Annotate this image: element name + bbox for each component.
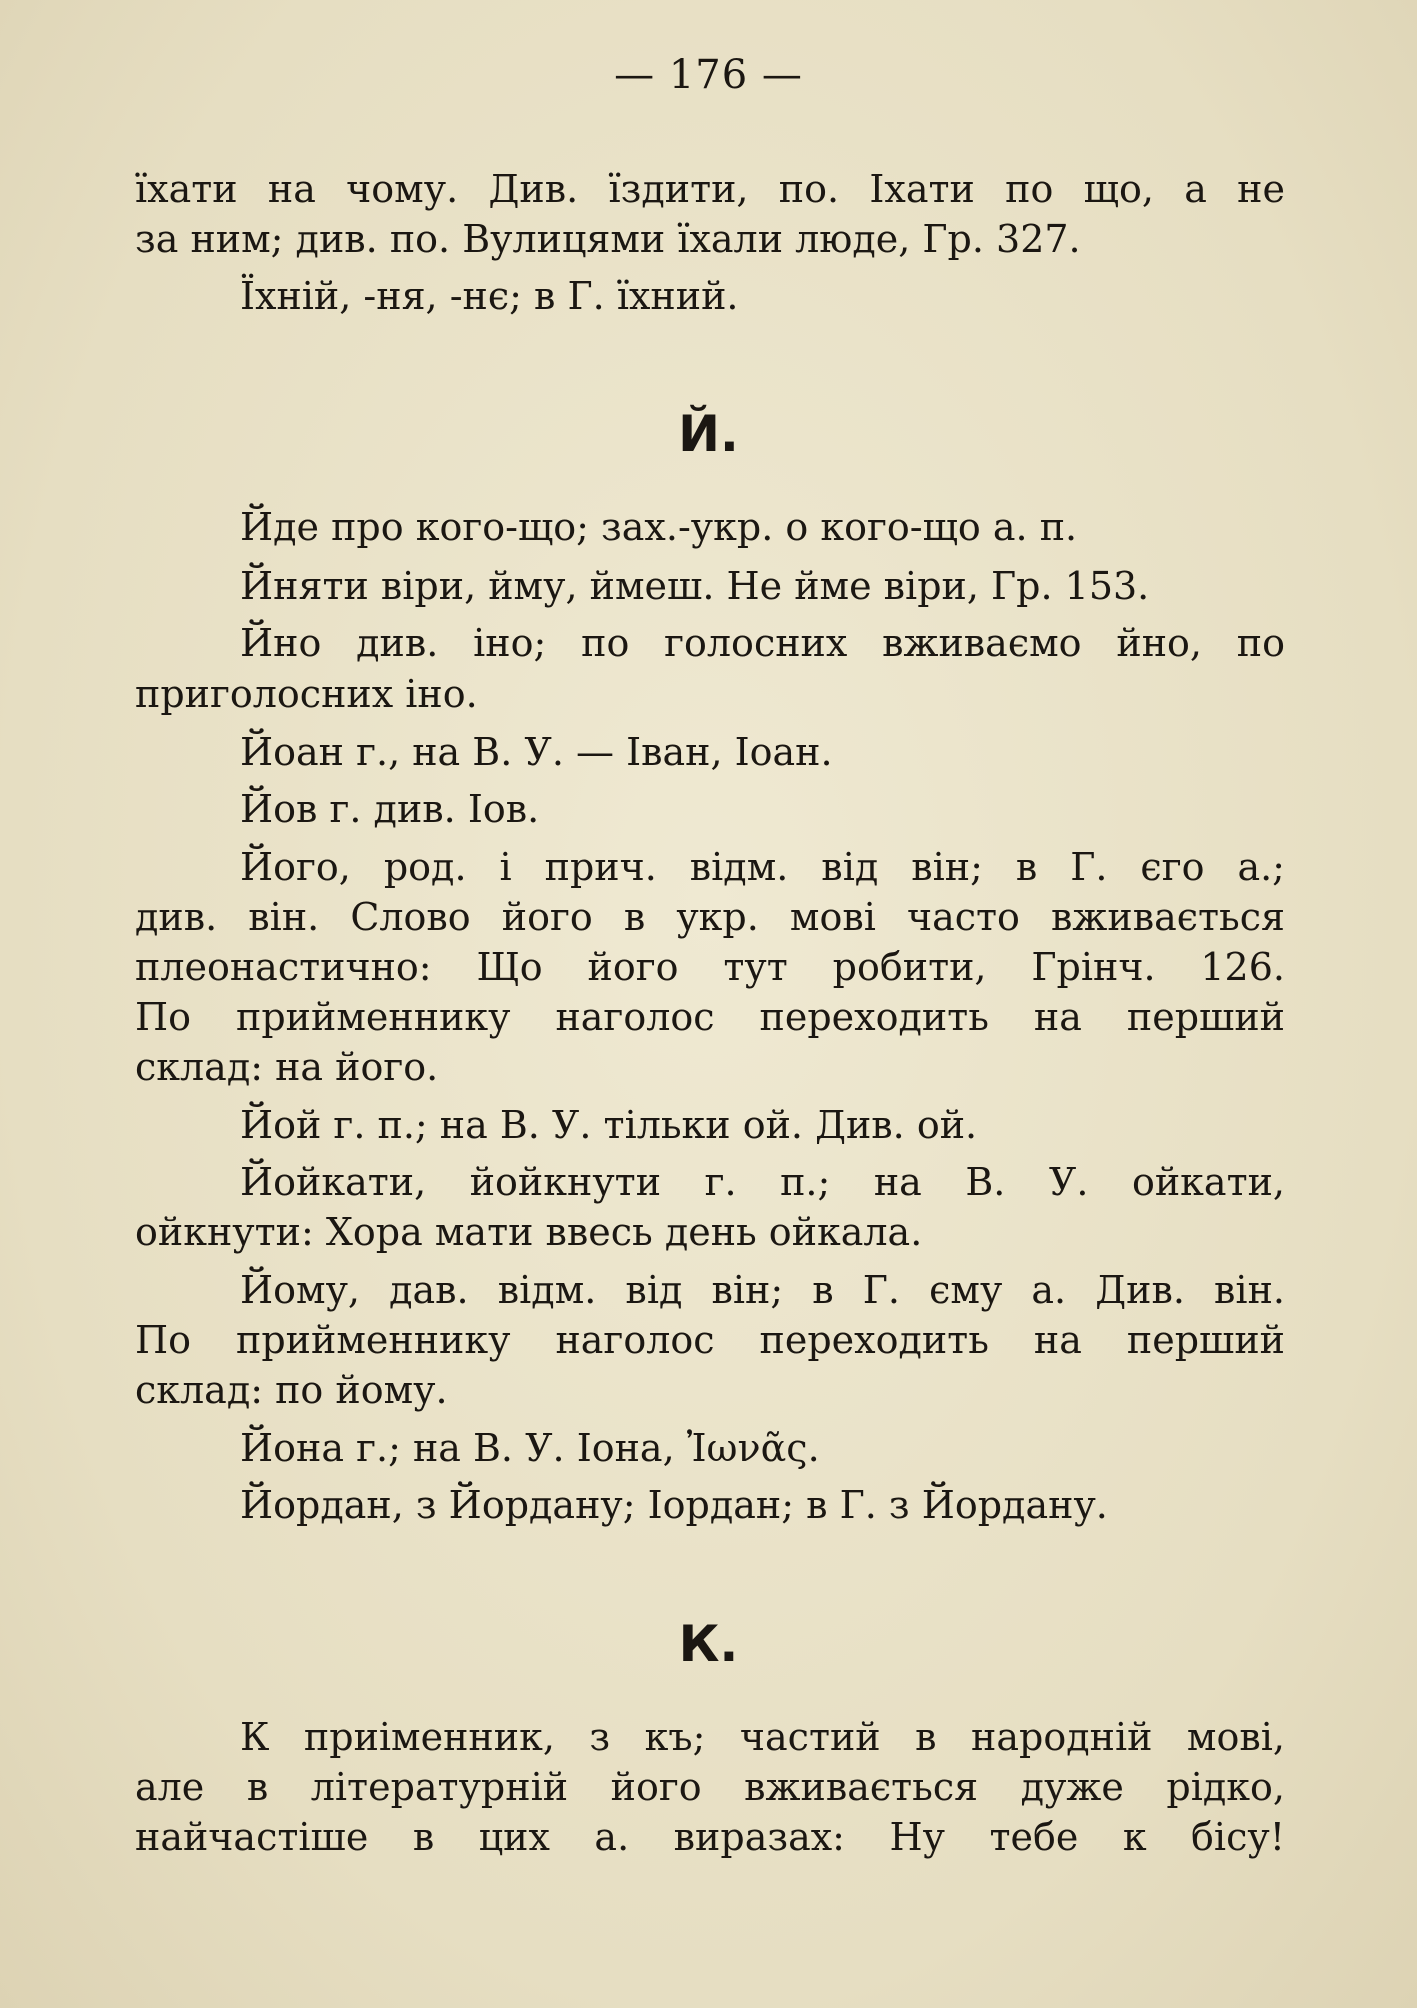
page-number: — 176 — bbox=[614, 52, 803, 98]
entry-line: Йно див. іно; по голосних вживаємо йно, по bbox=[240, 621, 1285, 665]
entry-line: Їхній, -ня, -нє; в Г. їхний. bbox=[240, 274, 739, 318]
entry-line: К приіменник, з къ; частий в народній мові, bbox=[240, 1715, 1285, 1759]
entry-line: Йде про кого-що; зах.-укр. о кого-що а. п. bbox=[240, 505, 1078, 549]
entry-line: Йордан, з Йордану; Іордан; в Г. з Йордану. bbox=[240, 1483, 1108, 1527]
entry-line: за ним; див. по. Вулицями їхали люде, Гр. 327. bbox=[135, 217, 1081, 261]
entry-line: ойкнути: Хора мати ввесь день ойкала. bbox=[135, 1210, 923, 1254]
entry-line: Йов г. див. Іов. bbox=[240, 787, 540, 831]
entry-line: По прийменнику наголос переходить на перший bbox=[135, 995, 1285, 1039]
entry-line: але в літературній його вживається дуже рідко, bbox=[135, 1765, 1285, 1809]
section-heading-y: Й. bbox=[678, 405, 739, 463]
entry-line: По прийменнику наголос переходить на перший bbox=[135, 1318, 1285, 1362]
entry-line: див. він. Слово його в укр. мові часто вживається bbox=[135, 895, 1285, 939]
entry-line: Йойкати, йойкнути г. п.; на В. У. ойкати, bbox=[240, 1160, 1285, 1204]
entry-line: Йняти віри, йму, ймеш. Не йме віри, Гр. 153. bbox=[240, 564, 1150, 608]
entry-line: Йому, дав. відм. від він; в Г. єму а. Див. він. bbox=[240, 1268, 1285, 1312]
entry-line: склад: на його. bbox=[135, 1045, 439, 1089]
entry-line: їхати на чому. Див. їздити, по. Іхати по що, а не bbox=[135, 167, 1285, 211]
entry-line: Йона г.; на В. У. Іона, Ἰωνᾶς. bbox=[240, 1426, 820, 1470]
entry-line: Йоан г., на В. У. — Іван, Іоан. bbox=[240, 730, 833, 774]
section-heading-k: К. bbox=[678, 1615, 739, 1673]
entry-line: Його, род. і прич. відм. від він; в Г. єго а.; bbox=[240, 845, 1285, 889]
entry-line: приголосних іно. bbox=[135, 672, 478, 716]
entry-line: плеонастично: Що його тут робити, Грінч. 126. bbox=[135, 945, 1285, 989]
entry-line: Йой г. п.; на В. У. тільки ой. Див. ой. bbox=[240, 1103, 978, 1147]
entry-line: найчастіше в цих а. виразах: Ну тебе к бісу! bbox=[135, 1815, 1285, 1859]
entry-line: склад: по йому. bbox=[135, 1368, 448, 1412]
